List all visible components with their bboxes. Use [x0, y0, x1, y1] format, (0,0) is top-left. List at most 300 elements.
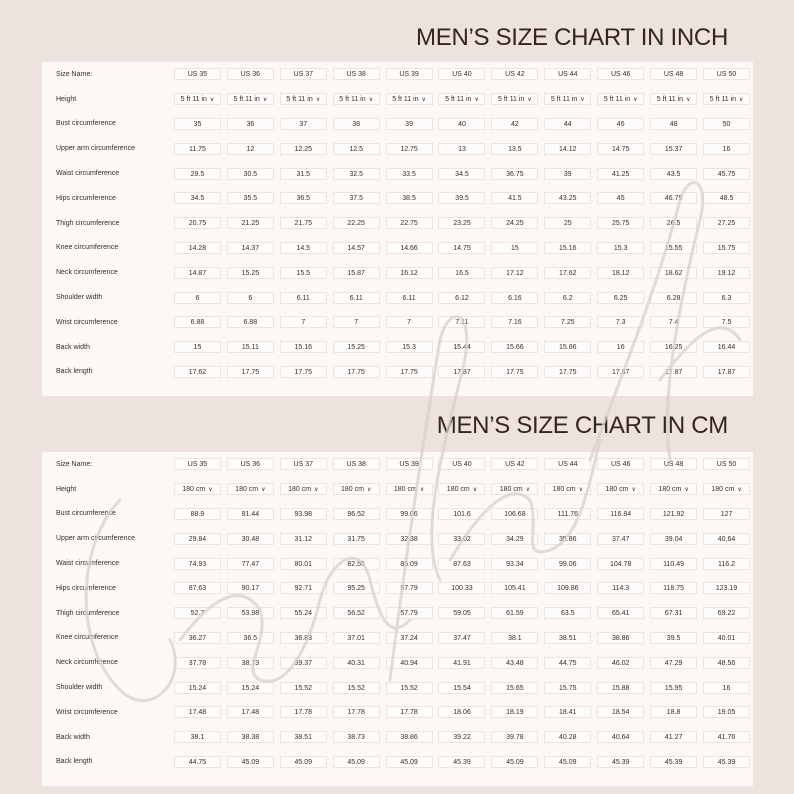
- measurement-value: 118.75: [650, 582, 697, 594]
- measurement-value: 7.16: [491, 316, 538, 328]
- height-select[interactable]: [174, 483, 221, 495]
- measurement-value: 36.5: [280, 192, 327, 204]
- measurement-value: 38.73: [333, 731, 380, 743]
- measurement-value: 13.5: [491, 143, 538, 155]
- measurement-value: 14.28: [174, 242, 221, 254]
- height-cell: [171, 477, 224, 502]
- measurement-value: 6: [174, 292, 221, 304]
- measurement-value: 33.5: [386, 168, 433, 180]
- size-header: US 50: [703, 458, 750, 470]
- measurement-value: 40.64: [597, 731, 644, 743]
- measurement-cell: [488, 700, 541, 725]
- measurement-value: 40.64: [703, 533, 750, 545]
- measurement-value: 38.1: [491, 632, 538, 644]
- measurement-label: Bust circumference: [56, 510, 116, 518]
- measurement-value: 38: [333, 118, 380, 130]
- measurement-cell: [383, 725, 436, 750]
- measurement-value: 32.5: [333, 168, 380, 180]
- measurement-cell: [700, 186, 753, 211]
- measurement-value: 69.22: [703, 607, 750, 619]
- measurement-cell: [436, 700, 489, 725]
- measurement-value: 17.48: [227, 706, 274, 718]
- measurement-cell: [488, 626, 541, 651]
- measurement-value: 106.68: [491, 508, 538, 520]
- measurement-cell: [171, 551, 224, 576]
- measurement-value: 46.75: [650, 192, 697, 204]
- size-header-cell: [647, 62, 700, 87]
- size-header-cell: [171, 62, 224, 87]
- measurement-value: 47.29: [650, 657, 697, 669]
- measurement-cell: [277, 136, 330, 161]
- measurement-row: [42, 136, 753, 161]
- measurement-cell: [488, 335, 541, 360]
- measurement-cell: [436, 186, 489, 211]
- measurement-cell: [594, 335, 647, 360]
- measurement-cell: [330, 211, 383, 236]
- measurement-value: 17.87: [438, 366, 485, 378]
- height-cell: [700, 477, 753, 502]
- measurement-cell: [383, 626, 436, 651]
- measurement-cell: [594, 502, 647, 527]
- measurement-cell: [594, 260, 647, 285]
- size-header-cell: [277, 62, 330, 87]
- measurement-label: Hips circumference: [56, 584, 116, 592]
- measurement-cell: [647, 335, 700, 360]
- measurement-cell: [171, 186, 224, 211]
- measurement-cell: [330, 236, 383, 261]
- measurement-cell: [171, 335, 224, 360]
- measurement-value: 88.9: [174, 508, 221, 520]
- height-select[interactable]: [650, 93, 697, 105]
- measurement-cell: [541, 260, 594, 285]
- measurement-value: 37: [280, 118, 327, 130]
- measurement-value: 15.86: [544, 341, 591, 353]
- measurement-cell: [541, 700, 594, 725]
- measurement-value: 14.57: [333, 242, 380, 254]
- measurement-cell: [700, 650, 753, 675]
- measurement-value: 7.25: [544, 316, 591, 328]
- measurement-cell: [647, 360, 700, 385]
- measurement-cell: [277, 260, 330, 285]
- height-select[interactable]: [703, 93, 750, 105]
- measurement-value: 39: [386, 118, 433, 130]
- height-select[interactable]: [280, 483, 327, 495]
- measurement-cell: [541, 310, 594, 335]
- measurement-cell: [330, 551, 383, 576]
- measurement-cell: [330, 601, 383, 626]
- measurement-cell: [541, 502, 594, 527]
- measurement-cell: [541, 650, 594, 675]
- height-value: 180 cm: [605, 486, 629, 494]
- measurement-value: 41.27: [650, 731, 697, 743]
- size-header-cell: [330, 62, 383, 87]
- height-value: 5 ft 11 in: [656, 96, 684, 104]
- measurement-cell: [383, 675, 436, 700]
- measurement-cell: [488, 360, 541, 385]
- measurement-cell: [383, 236, 436, 261]
- size-name-label: Size Name:: [56, 70, 93, 78]
- measurement-cell: [594, 650, 647, 675]
- height-select[interactable]: [227, 483, 274, 495]
- measurement-value: 17.78: [280, 706, 327, 718]
- measurement-cell: [594, 112, 647, 137]
- measurement-value: 40.28: [544, 731, 591, 743]
- measurement-value: 55.24: [280, 607, 327, 619]
- measurement-cell: [171, 502, 224, 527]
- measurement-value: 46: [597, 118, 644, 130]
- measurement-value: 15.52: [280, 682, 327, 694]
- measurement-value: 15.11: [227, 341, 274, 353]
- measurement-cell: [594, 675, 647, 700]
- measurement-value: 45.39: [703, 756, 750, 768]
- measurement-cell: [647, 725, 700, 750]
- measurement-value: 34.5: [174, 192, 221, 204]
- measurement-cell: [277, 360, 330, 385]
- measurement-value: 15.54: [438, 682, 485, 694]
- measurement-cell: [383, 750, 436, 775]
- measurement-value: 15.25: [227, 267, 274, 279]
- size-name-label: Size Name:: [56, 460, 93, 468]
- measurement-value: 17.87: [703, 366, 750, 378]
- measurement-value: 7: [280, 316, 327, 328]
- measurement-value: 37.01: [333, 632, 380, 644]
- height-select[interactable]: [386, 483, 433, 495]
- measurement-label: Neck circumference: [56, 659, 118, 667]
- measurement-value: 45.09: [544, 756, 591, 768]
- measurement-value: 48.5: [703, 192, 750, 204]
- height-select[interactable]: [438, 483, 485, 495]
- measurement-value: 93.34: [491, 558, 538, 570]
- measurement-value: 48: [650, 118, 697, 130]
- measurement-label: Hips circumference: [56, 194, 116, 202]
- measurement-value: 17.78: [386, 706, 433, 718]
- measurement-cell: [541, 236, 594, 261]
- size-header-cell: [541, 452, 594, 477]
- measurement-value: 6.3: [703, 292, 750, 304]
- measurement-cell: [594, 161, 647, 186]
- measurement-value: 44.75: [174, 756, 221, 768]
- measurement-cell: [277, 236, 330, 261]
- measurement-cell: [224, 360, 277, 385]
- measurement-value: 15.25: [333, 341, 380, 353]
- height-value: 5 ft 11 in: [550, 96, 578, 104]
- measurement-cell: [277, 700, 330, 725]
- measurement-value: 15.44: [438, 341, 485, 353]
- measurement-cell: [488, 526, 541, 551]
- measurement-cell: [488, 601, 541, 626]
- height-value: 180 cm: [182, 486, 206, 494]
- measurement-value: 14.12: [544, 143, 591, 155]
- measurement-value: 77.47: [227, 558, 274, 570]
- measurement-cell: [488, 136, 541, 161]
- height-value: 5 ft 11 in: [233, 96, 260, 104]
- measurement-value: 27.25: [703, 217, 750, 229]
- measurement-cell: [224, 700, 277, 725]
- measurement-cell: [647, 136, 700, 161]
- measurement-cell: [330, 526, 383, 551]
- height-cell: [383, 87, 436, 112]
- height-cell: [171, 87, 224, 112]
- measurement-cell: [700, 112, 753, 137]
- chevron-down-icon: ∨: [525, 487, 531, 494]
- measurement-value: 15.24: [227, 682, 274, 694]
- measurement-cell: [277, 601, 330, 626]
- measurement-cell: [436, 136, 489, 161]
- height-cell: [488, 477, 541, 502]
- measurement-cell: [488, 260, 541, 285]
- measurement-value: 40.31: [333, 657, 380, 669]
- height-value: 5 ft 11 in: [180, 96, 207, 104]
- measurement-cell: [277, 626, 330, 651]
- measurement-cell: [383, 700, 436, 725]
- measurement-cell: [224, 136, 277, 161]
- measurement-value: 15.16: [280, 341, 327, 353]
- measurement-cell: [171, 310, 224, 335]
- size-header-cell: [594, 62, 647, 87]
- measurement-value: 16.12: [386, 267, 433, 279]
- height-cell: [541, 477, 594, 502]
- measurement-cell: [436, 650, 489, 675]
- height-select[interactable]: [491, 483, 538, 495]
- height-value: 180 cm: [235, 486, 259, 494]
- measurement-value: 18.06: [438, 706, 485, 718]
- measurement-cell: [700, 136, 753, 161]
- measurement-value: 31.75: [333, 533, 380, 545]
- measurement-cell: [224, 576, 277, 601]
- height-cell: [383, 477, 436, 502]
- measurement-value: 15.52: [333, 682, 380, 694]
- measurement-label: Back length: [56, 368, 93, 376]
- measurement-cell: [594, 725, 647, 750]
- measurement-value: 23.25: [438, 217, 485, 229]
- measurement-cell: [330, 576, 383, 601]
- measurement-value: 87.63: [438, 558, 485, 570]
- measurement-value: 30.48: [227, 533, 274, 545]
- measurement-value: 15.95: [650, 682, 697, 694]
- measurement-cell: [277, 750, 330, 775]
- size-header: US 39: [386, 68, 433, 80]
- measurement-value: 45.09: [491, 756, 538, 768]
- size-header-cell: [330, 452, 383, 477]
- measurement-cell: [224, 551, 277, 576]
- measurement-cell: [171, 260, 224, 285]
- measurement-row: [42, 626, 753, 651]
- measurement-value: 31.5: [280, 168, 327, 180]
- measurement-cell: [541, 161, 594, 186]
- measurement-cell: [594, 626, 647, 651]
- measurement-value: 34.5: [438, 168, 485, 180]
- measurement-cell: [330, 260, 383, 285]
- measurement-cell: [436, 211, 489, 236]
- height-cell: [224, 477, 277, 502]
- measurement-cell: [436, 675, 489, 700]
- height-select[interactable]: [650, 483, 697, 495]
- measurement-cell: [436, 285, 489, 310]
- measurement-value: 59.05: [438, 607, 485, 619]
- measurement-cell: [436, 551, 489, 576]
- measurement-cell: [436, 236, 489, 261]
- height-select[interactable]: [280, 93, 327, 105]
- measurement-cell: [171, 236, 224, 261]
- measurement-cell: [647, 161, 700, 186]
- measurement-value: 15.16: [544, 242, 591, 254]
- measurement-value: 21.25: [227, 217, 274, 229]
- measurement-value: 123.19: [703, 582, 750, 594]
- measurement-value: 17.75: [227, 366, 274, 378]
- height-select[interactable]: [597, 93, 644, 105]
- measurement-cell: [383, 211, 436, 236]
- measurement-value: 17.62: [544, 267, 591, 279]
- measurement-value: 87.63: [174, 582, 221, 594]
- chevron-down-icon: ∨: [419, 487, 425, 494]
- measurement-value: 29.5: [174, 168, 221, 180]
- height-select[interactable]: [333, 93, 380, 105]
- measurement-value: 25.75: [597, 217, 644, 229]
- measurement-cell: [594, 211, 647, 236]
- measurement-cell: [594, 285, 647, 310]
- measurement-cell: [700, 360, 753, 385]
- measurement-cell: [224, 601, 277, 626]
- measurement-cell: [383, 502, 436, 527]
- measurement-cell: [700, 526, 753, 551]
- measurement-value: 30.5: [227, 168, 274, 180]
- height-select[interactable]: [386, 93, 433, 105]
- measurement-value: 101.6: [438, 508, 485, 520]
- measurement-value: 18.54: [597, 706, 644, 718]
- measurement-value: 6.12: [438, 292, 485, 304]
- measurement-cell: [277, 161, 330, 186]
- measurement-cell: [224, 750, 277, 775]
- measurement-value: 16: [703, 143, 750, 155]
- height-value: 5 ft 11 in: [286, 96, 313, 104]
- measurement-cell: [436, 725, 489, 750]
- measurement-row: [42, 285, 753, 310]
- measurement-value: 12.25: [280, 143, 327, 155]
- size-header-cell: [171, 452, 224, 477]
- chevron-down-icon: ∨: [262, 97, 268, 104]
- measurement-cell: [383, 551, 436, 576]
- measurement-value: 36.83: [280, 632, 327, 644]
- height-select[interactable]: [544, 483, 591, 495]
- height-select[interactable]: [174, 93, 221, 105]
- height-cell: [436, 477, 489, 502]
- measurement-cell: [488, 650, 541, 675]
- measurement-value: 15.88: [597, 682, 644, 694]
- measurement-cell: [647, 750, 700, 775]
- chevron-down-icon: ∨: [737, 487, 742, 494]
- measurement-value: 22.75: [386, 217, 433, 229]
- height-select[interactable]: [438, 93, 485, 105]
- measurement-row: [42, 700, 753, 725]
- measurement-cell: [541, 601, 594, 626]
- height-select[interactable]: [227, 93, 274, 105]
- height-select[interactable]: [491, 93, 538, 105]
- measurement-value: 15.75: [544, 682, 591, 694]
- measurement-cell: [224, 675, 277, 700]
- measurement-cell: [330, 675, 383, 700]
- measurement-row: [42, 675, 753, 700]
- measurement-cell: [647, 285, 700, 310]
- measurement-cell: [330, 310, 383, 335]
- measurement-cell: [330, 725, 383, 750]
- measurement-cell: [383, 186, 436, 211]
- measurement-cell: [594, 136, 647, 161]
- measurement-cell: [277, 675, 330, 700]
- height-select[interactable]: [597, 483, 644, 495]
- measurement-cell: [700, 310, 753, 335]
- measurement-cell: [330, 335, 383, 360]
- measurement-cell: [171, 601, 224, 626]
- measurement-cell: [171, 526, 224, 551]
- chevron-down-icon: ∨: [368, 97, 374, 104]
- measurement-cell: [171, 285, 224, 310]
- measurement-value: 65.41: [597, 607, 644, 619]
- measurement-cell: [171, 675, 224, 700]
- measurement-value: 116.2: [703, 558, 750, 570]
- measurement-value: 36.75: [491, 168, 538, 180]
- measurement-value: 11.75: [174, 143, 221, 155]
- measurement-cell: [224, 211, 277, 236]
- measurement-value: 15.3: [597, 242, 644, 254]
- measurement-cell: [594, 576, 647, 601]
- height-cell: [277, 87, 330, 112]
- measurement-value: 15.66: [491, 341, 538, 353]
- measurement-cell: [330, 750, 383, 775]
- measurement-value: 96.52: [333, 508, 380, 520]
- chevron-down-icon: ∨: [686, 97, 691, 104]
- measurement-label: Shoulder width: [56, 684, 103, 692]
- measurement-value: 36.27: [174, 632, 221, 644]
- measurement-value: 37.47: [597, 533, 644, 545]
- size-header-cell: [700, 452, 753, 477]
- measurement-cell: [647, 526, 700, 551]
- height-select[interactable]: [544, 93, 591, 105]
- measurement-cell: [541, 285, 594, 310]
- measurement-label: Thigh circumference: [56, 609, 120, 617]
- measurement-cell: [541, 576, 594, 601]
- size-header: US 37: [280, 68, 327, 80]
- measurement-value: 97.79: [386, 582, 433, 594]
- height-cell: [277, 477, 330, 502]
- measurement-cell: [171, 112, 224, 137]
- height-select[interactable]: [703, 483, 750, 495]
- measurement-cell: [436, 626, 489, 651]
- measurement-cell: [224, 526, 277, 551]
- measurement-value: 109.86: [544, 582, 591, 594]
- measurement-value: 104.78: [597, 558, 644, 570]
- height-select[interactable]: [333, 483, 380, 495]
- measurement-cell: [594, 526, 647, 551]
- measurement-value: 45.75: [703, 168, 750, 180]
- measurement-value: 38.5: [386, 192, 433, 204]
- measurement-cell: [171, 750, 224, 775]
- measurement-cell: [171, 136, 224, 161]
- measurement-value: 43.25: [544, 192, 591, 204]
- measurement-value: 6.11: [386, 292, 433, 304]
- size-header: US 42: [491, 68, 538, 80]
- measurement-cell: [436, 335, 489, 360]
- measurement-value: 35.86: [544, 533, 591, 545]
- measurement-value: 53.98: [227, 607, 274, 619]
- measurement-value: 17.48: [174, 706, 221, 718]
- measurement-value: 15.75: [703, 242, 750, 254]
- measurement-cell: [224, 260, 277, 285]
- measurement-cell: [594, 700, 647, 725]
- measurement-value: 74.93: [174, 558, 221, 570]
- size-header-cell: [700, 62, 753, 87]
- measurement-value: 12.75: [386, 143, 433, 155]
- measurement-value: 15.87: [333, 267, 380, 279]
